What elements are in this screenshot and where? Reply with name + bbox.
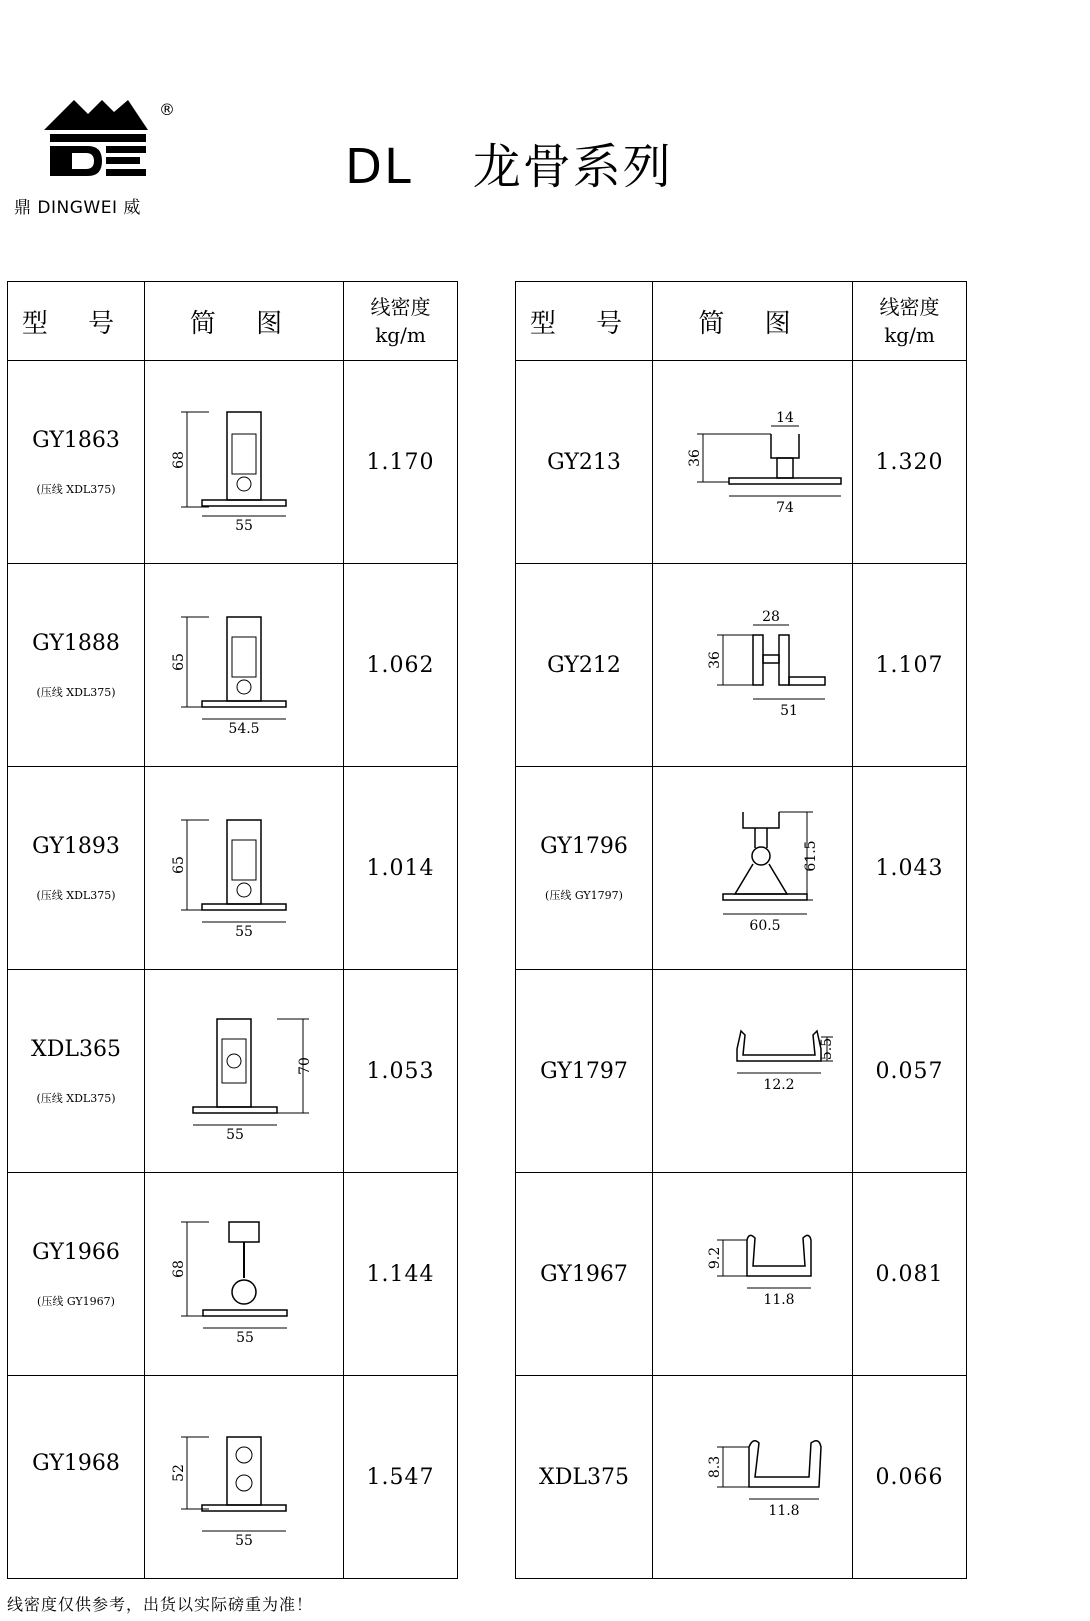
svg-text:55: 55 xyxy=(226,1127,244,1143)
brand-name: 鼎 DINGWEI 威 xyxy=(14,198,141,218)
svg-text:36: 36 xyxy=(686,449,703,467)
density-value: 1.144 xyxy=(366,1261,435,1287)
profile-diagram xyxy=(145,1173,344,1376)
svg-text:54.5: 54.5 xyxy=(228,721,260,737)
registered-mark: ® xyxy=(159,100,175,119)
table-row xyxy=(8,1376,458,1579)
spec-table-right xyxy=(515,281,967,1579)
density-value: 1.107 xyxy=(875,652,944,678)
profile-diagram xyxy=(653,1376,853,1579)
table-row xyxy=(516,564,967,767)
model-code: GY1968 xyxy=(32,1450,120,1476)
table-row xyxy=(516,1376,967,1579)
profile-diagram xyxy=(145,970,344,1173)
table-row xyxy=(8,361,458,564)
svg-text:52: 52 xyxy=(171,1464,187,1482)
profile-diagram xyxy=(145,1376,344,1579)
profile-diagram xyxy=(653,361,853,564)
density-value: 1.053 xyxy=(366,1058,435,1084)
svg-text:65: 65 xyxy=(171,856,187,874)
profile-diagram xyxy=(653,970,853,1173)
model-code: GY213 xyxy=(547,449,621,475)
header-model: 型 号 xyxy=(8,282,145,361)
svg-text:55: 55 xyxy=(235,518,253,534)
density-value: 0.081 xyxy=(875,1261,944,1287)
svg-text:60.5: 60.5 xyxy=(748,918,781,934)
table-row xyxy=(516,361,967,564)
profile-diagram xyxy=(653,1173,853,1376)
density-value: 1.043 xyxy=(875,855,944,881)
svg-text:12.2: 12.2 xyxy=(762,1077,795,1093)
svg-text:68: 68 xyxy=(171,1260,187,1278)
profile-diagram xyxy=(145,767,344,970)
svg-text:55: 55 xyxy=(236,1330,254,1346)
density-value: 1.014 xyxy=(366,855,435,881)
density-value: 0.057 xyxy=(875,1058,944,1084)
model-code: GY1893 xyxy=(32,833,120,859)
profile-diagram xyxy=(653,564,853,767)
svg-text:68: 68 xyxy=(171,451,187,469)
table-row xyxy=(8,1173,458,1376)
header-diagram: 简 图 xyxy=(653,282,853,361)
header-density: 线密度 kg/m xyxy=(853,282,967,361)
model-code: XDL375 xyxy=(539,1464,629,1490)
table-row xyxy=(8,970,458,1173)
density-value: 1.062 xyxy=(366,652,435,678)
svg-text:11.8: 11.8 xyxy=(762,1292,795,1308)
svg-text:5.5: 5.5 xyxy=(818,1037,835,1061)
profile-diagram xyxy=(145,361,344,564)
model-code: GY1797 xyxy=(540,1058,628,1084)
dingwei-logo-icon xyxy=(44,100,154,178)
svg-text:8.3: 8.3 xyxy=(706,1455,723,1479)
table-header-row xyxy=(516,282,967,361)
page-title xyxy=(345,128,673,197)
svg-text:28: 28 xyxy=(761,609,780,625)
model-note: (压线 XDL375) xyxy=(36,482,116,496)
svg-text:74: 74 xyxy=(775,500,794,516)
title-series: 龙骨系列 xyxy=(472,139,673,195)
profile-diagram xyxy=(653,767,853,970)
header-diagram: 简 图 xyxy=(145,282,344,361)
model-code: GY1796 xyxy=(540,833,628,859)
spec-table-left xyxy=(7,281,458,1579)
table-row xyxy=(8,564,458,767)
svg-text:14: 14 xyxy=(775,410,794,426)
table-row xyxy=(8,767,458,970)
svg-text:9.2: 9.2 xyxy=(706,1246,723,1270)
brand-logo xyxy=(14,100,174,220)
density-value: 1.170 xyxy=(366,449,435,475)
svg-text:61.5: 61.5 xyxy=(802,840,819,872)
svg-text:55: 55 xyxy=(235,1533,253,1549)
title-code: DL xyxy=(345,139,413,195)
model-note: (压线 XDL375) xyxy=(36,888,116,902)
svg-text:51: 51 xyxy=(779,703,798,719)
model-code: XDL365 xyxy=(31,1036,121,1062)
model-code: GY1966 xyxy=(32,1239,120,1265)
model-code: GY1863 xyxy=(32,427,120,453)
header-density: 线密度 kg/m xyxy=(344,282,458,361)
svg-text:65: 65 xyxy=(171,653,187,671)
table-row xyxy=(516,970,967,1173)
footer-note: 线密度仅供参考，出货以实际磅重为准！ xyxy=(7,1595,314,1614)
svg-text:36: 36 xyxy=(706,651,723,669)
model-code: GY1967 xyxy=(540,1261,628,1287)
model-code: GY1888 xyxy=(32,630,120,656)
header-model: 型 号 xyxy=(516,282,653,361)
model-note: (压线 XDL375) xyxy=(36,1091,116,1105)
density-value: 0.066 xyxy=(875,1464,944,1490)
density-value: 1.547 xyxy=(366,1464,435,1490)
model-note: (压线 XDL375) xyxy=(36,685,116,699)
table-row xyxy=(516,1173,967,1376)
density-value: 1.320 xyxy=(875,449,944,475)
table-row xyxy=(516,767,967,970)
model-note: (压线 GY1967) xyxy=(37,1294,115,1308)
model-code: GY212 xyxy=(547,652,621,678)
model-note: (压线 GY1797) xyxy=(545,888,623,902)
table-header-row xyxy=(8,282,458,361)
svg-text:70: 70 xyxy=(297,1057,313,1075)
svg-text:55: 55 xyxy=(235,924,253,940)
profile-diagram xyxy=(145,564,344,767)
svg-text:11.8: 11.8 xyxy=(767,1503,800,1519)
